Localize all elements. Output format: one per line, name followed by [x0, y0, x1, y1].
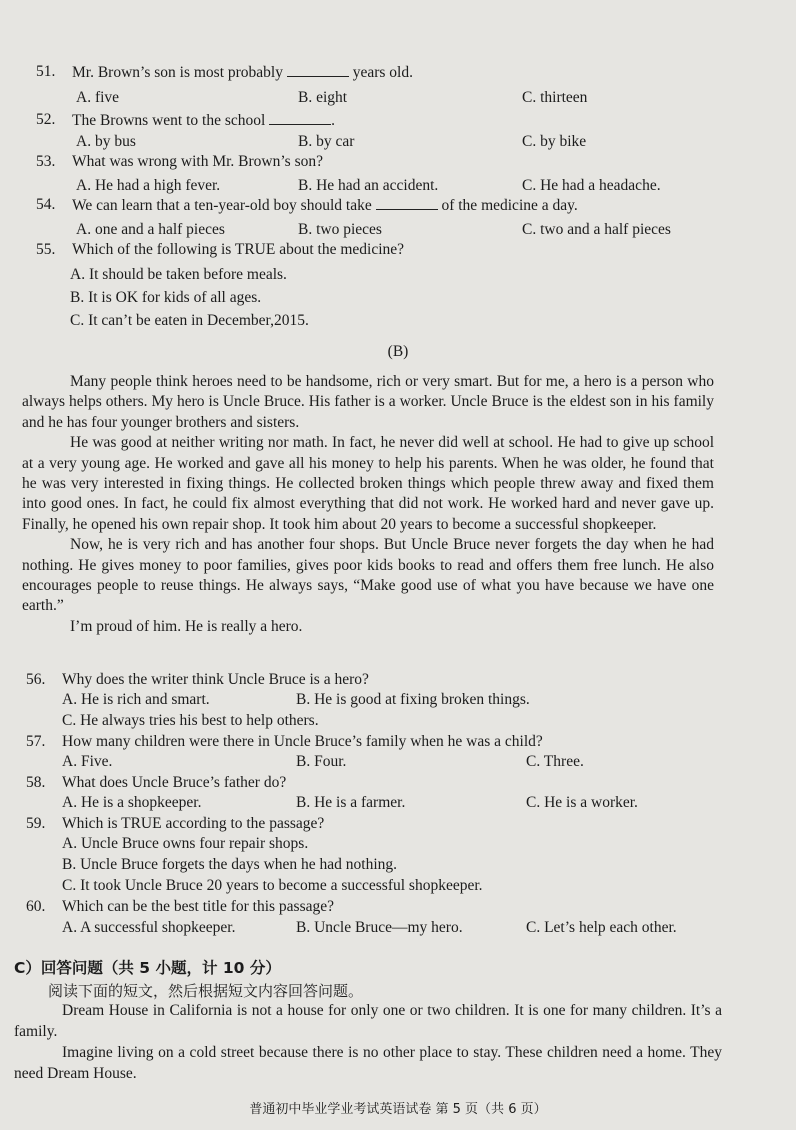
- answer-option: C. Let’s help each other.: [526, 919, 677, 936]
- passage-c-paragraph: Dream House in California is not a house for only one or two children. It is one for many children. It’s a family.: [14, 1002, 722, 1040]
- question-text-before: What was wrong with Mr. Brown’s son?: [72, 153, 323, 170]
- answer-option: A. It should be taken before meals.: [70, 266, 287, 283]
- question-text: [72, 195, 578, 216]
- answer-option: C. He always tries his best to help others.: [62, 712, 319, 729]
- passage-c-paragraph: Imagine living on a cold street because there is no other place to stay. These children need a home. They need Dream House.: [14, 1044, 722, 1082]
- passage-b: [22, 372, 714, 637]
- answer-option: B. He had an accident.: [298, 177, 439, 194]
- question-text-before: The Browns went to the school: [72, 112, 270, 129]
- answer-option: B. He is good at fixing broken things.: [296, 691, 530, 708]
- answer-blank: [376, 195, 438, 210]
- question-text-after: .: [331, 112, 336, 129]
- answer-blank: [269, 110, 331, 125]
- answer-option: A. He is a shopkeeper.: [62, 794, 202, 811]
- answer-option: B. He is a farmer.: [296, 794, 406, 811]
- answer-option: A. one and a half pieces: [76, 221, 225, 238]
- passage-b-paragraph: Many people think heroes need to be handsome, rich or very smart. But for me, a hero is a person who always helps others. My hero is Uncle Bruce. His father is a worker. Uncle Bruce is the eldest son in his family and he has four younger brothers and sisters.: [22, 373, 714, 431]
- question-text: [72, 110, 335, 131]
- answer-option: B. Uncle Bruce forgets the days when he had nothing.: [62, 856, 398, 873]
- question-number: 54.: [36, 196, 56, 213]
- question-text: Which is TRUE according to the passage?: [62, 815, 325, 832]
- answer-option: B. by car: [298, 133, 355, 150]
- answer-option: C. It took Uncle Bruce 20 years to become a successful shopkeeper.: [62, 877, 483, 894]
- section-b-label: (B): [387, 343, 409, 360]
- answer-option: C. by bike: [522, 133, 587, 150]
- question-text-before: Mr. Brown’s son is most probably: [72, 64, 287, 81]
- section-c-instruction: 阅读下面的短文，然后根据短文内容回答问题。: [48, 982, 364, 1000]
- passage-c: [14, 1000, 722, 1084]
- answer-option: C. It can’t be eaten in December,2015.: [70, 312, 309, 329]
- answer-option: B. It is OK for kids of all ages.: [70, 289, 262, 306]
- question-number: 56.: [26, 671, 46, 688]
- question-text: [72, 62, 413, 83]
- answer-option: C. thirteen: [522, 89, 588, 106]
- question-text-before: We can learn that a ten-year-old boy should take: [72, 197, 376, 214]
- answer-option: A. He had a high fever.: [76, 177, 221, 194]
- question-number: 60.: [26, 898, 46, 915]
- question-text: What does Uncle Bruce’s father do?: [62, 774, 287, 791]
- answer-option: A. He is rich and smart.: [62, 691, 210, 708]
- answer-option: A. A successful shopkeeper.: [62, 919, 236, 936]
- page-footer: 普通初中毕业学业考试英语试卷 第 5 页（共 6 页）: [249, 1102, 547, 1117]
- passage-b-paragraph: Now, he is very rich and has another four shops. But Uncle Bruce never forgets the day when he had nothing. He gives money to poor families, gives poor kids books to read and offers them free lunch. He also encourages people to reuse things. He always says, “Make good use of what you have because we have one earth.”: [22, 536, 714, 615]
- question-text-before: Which of the following is TRUE about the medicine?: [72, 241, 405, 258]
- answer-option: B. eight: [298, 89, 348, 106]
- question-text-after: of the medicine a day.: [437, 197, 578, 214]
- question-number: 52.: [36, 111, 56, 128]
- answer-option: C. Three.: [526, 753, 584, 770]
- question-text: [72, 152, 323, 172]
- passage-b-paragraph: I’m proud of him. He is really a hero.: [70, 617, 303, 635]
- answer-option: A. Uncle Bruce owns four repair shops.: [62, 835, 309, 852]
- answer-option: C. two and a half pieces: [522, 221, 671, 238]
- passage-b-paragraph: He was good at neither writing nor math. In fact, he never did well at school. He had to give up school at a very young age. He worked and gave all his money to help his parents. When he was older, he found that he was very interested in fixing things. He collected broken things which people threw away and fixed them into good ones. In fact, he could fix almost everything that did not work. He worked hard and never gave up. Finally, he opened his own repair shop. It took him about 20 years to become a successful shopkeeper.: [22, 434, 714, 533]
- question-text-after: years old.: [348, 64, 413, 81]
- question-number: 53.: [36, 153, 56, 170]
- question-number: 51.: [36, 63, 56, 80]
- answer-option: A. by bus: [76, 133, 136, 150]
- question-number: 58.: [26, 774, 46, 791]
- question-number: 59.: [26, 815, 46, 832]
- answer-option: B. two pieces: [298, 221, 382, 238]
- question-text: Which can be the best title for this passage?: [62, 898, 335, 915]
- answer-option: A. Five.: [62, 753, 113, 770]
- answer-option: C. He is a worker.: [526, 794, 638, 811]
- question-number: 55.: [36, 241, 56, 258]
- answer-option: B. Uncle Bruce—my hero.: [296, 919, 463, 936]
- question-number: 57.: [26, 733, 46, 750]
- answer-option: B. Four.: [296, 753, 347, 770]
- answer-blank: [287, 62, 349, 77]
- answer-option: C. He had a headache.: [522, 177, 661, 194]
- question-text: [72, 240, 404, 260]
- question-text: Why does the writer think Uncle Bruce is a hero?: [62, 671, 369, 688]
- answer-option: A. five: [76, 89, 120, 106]
- section-c-heading: C）回答问题（共 5 小题，计 10 分）: [14, 959, 281, 977]
- question-text: How many children were there in Uncle Bruce’s family when he was a child?: [62, 733, 543, 750]
